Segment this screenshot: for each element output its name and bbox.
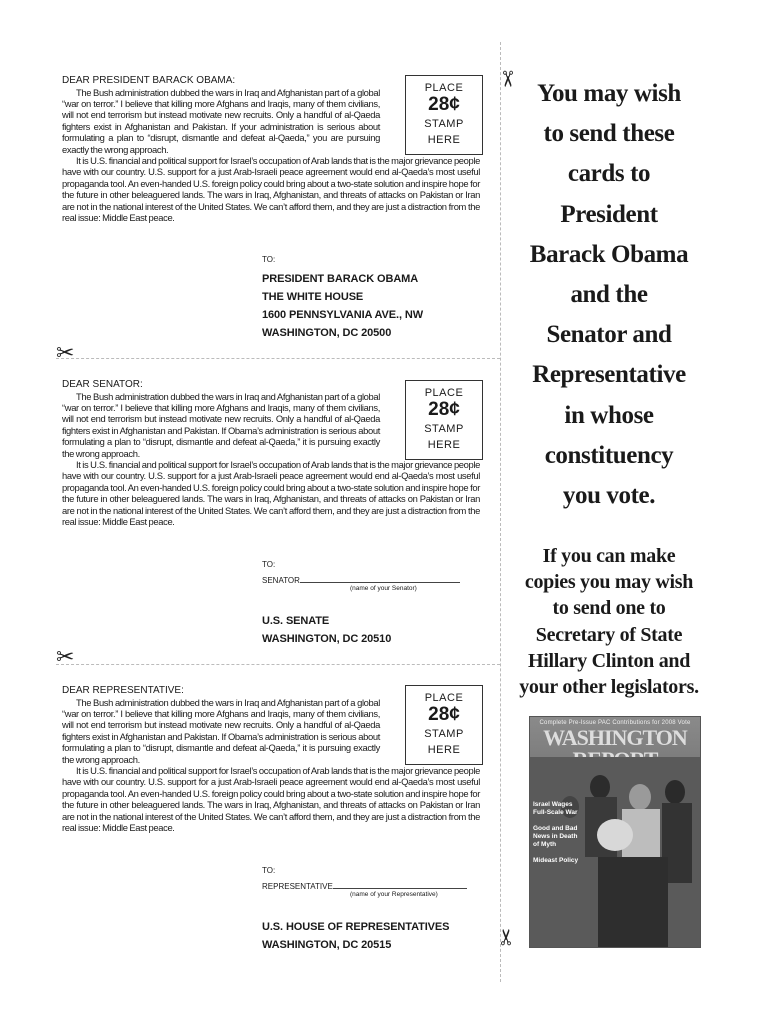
headline-line: Barack Obama <box>529 240 689 268</box>
address-line: U.S. HOUSE OF REPRESENTATIVES <box>262 921 450 933</box>
to-label: TO: <box>262 866 276 875</box>
address-line: U.S. SENATE <box>262 615 330 627</box>
letter-paragraph-2: It is U.S. financial and political support for Israel’s occupation of Arab lands that is the major grievance people have with our country. U.S. support for a just Arab-Israeli peace agreement would end al-Qaeda’s most useful propaganda tool. An even-handed U.S. foreign policy could bring about a two-state solution and inspire hope for the future in other beleaguered lands. The wars in Iraq, Afghanistan, and threats of attacks on Pakistan or Iran are not in the national interest of the United States. We can’t afford them, and they are just a distraction from the real issue: Middle East peace. <box>62 459 480 528</box>
headline-line: you vote. <box>562 482 656 510</box>
fill-note: (name of your Senator) <box>350 585 417 592</box>
sidebar-headline <box>505 74 713 516</box>
subtext-line: to send one to <box>552 597 666 620</box>
address-line: THE WHITE HOUSE <box>262 291 364 303</box>
to-label: TO: <box>262 560 276 569</box>
address-line: WASHINGTON, DC 20500 <box>262 327 392 339</box>
stamp-here: HERE <box>427 744 461 756</box>
magazine-blurbs <box>533 801 583 873</box>
letter-paragraph-1: The Bush administration dubbed the wars in Iraq and Afghanistan part of a global “war on terror.” I believe that killing more Afghans and Iraqis, many of them civilians, will not end terrorism but instead motivate new recruits. Only a handful of al-Qaeda fighters exist in Afghanistan and Pakistan. If Obama’s administration is serious about formulating a plan to “disrupt, dismantle and defeat al-Qaeda,” it is pursuing exactly the wrong approach. <box>62 696 380 765</box>
salutation: DEAR PRESIDENT BARACK OBAMA: <box>62 75 236 86</box>
to-label: TO: <box>262 255 276 264</box>
headline-line: cards to <box>567 160 651 188</box>
letter-paragraph-2: It is U.S. financial and political support for Israel’s occupation of Arab lands that is the major grievance people have with our country. U.S. support for a just Arab-Israeli peace agreement would end al-Qaeda’s most useful propaganda tool. An even-handed U.S. foreign policy could bring about a two-state solution and inspire hope for the future in other beleaguered lands. The wars in Iraq, Afghanistan, and threats of attacks on Pakistan or Iran are not in the national interest of the United States. We can’t afford them, and they are just a distraction from the real issue: Middle East peace. <box>62 155 480 224</box>
stamp-stamp: STAMP <box>424 728 464 740</box>
stamp-stamp: STAMP <box>424 423 464 435</box>
senator-name-line[interactable] <box>262 575 460 585</box>
magazine-top-line: Complete Pre-Issue PAC Contributions for 2008 Vote <box>539 720 691 726</box>
headline-line: Representative <box>532 361 686 389</box>
magazine-blurb: Mideast Policy <box>533 857 579 864</box>
stamp-price: 28¢ <box>428 399 460 420</box>
headline-line: to send these <box>543 120 675 148</box>
stamp-here: HERE <box>427 134 461 146</box>
subtext-line: Secretary of State <box>535 623 683 646</box>
letter-paragraph-1: The Bush administration dubbed the wars in Iraq and Afghanistan part of a global “war on terror.” I believe that killing more Afghans and Iraqis, many of them civilians, will not end terrorism but instead motivate new recruits. Only a handful of al-Qaeda fighters exist in Afghanistan and Pakistan. If Obama’s administration is serious about formulating a plan to “disrupt, dismantle and defeat al-Qaeda,” it is pursuing exactly the wrong approach. <box>62 390 380 459</box>
stamp-stamp: STAMP <box>424 118 464 130</box>
headline-line: You may wish <box>537 80 681 107</box>
address-line: WASHINGTON, DC 20515 <box>262 939 392 951</box>
stamp-price: 28¢ <box>428 704 460 725</box>
scissors-icon: ✂ <box>56 644 75 669</box>
headline-line: in whose <box>564 401 654 429</box>
fill-label: SENATOR <box>262 576 300 585</box>
letter-paragraph-1: The Bush administration dubbed the wars in Iraq and Afghanistan part of a global “war on terror.” I believe that killing more Afghans and Iraqis, many of them civilians, will not end terrorism but instead motivate new recruits. Only a handful of al-Qaeda fighters exist in Afghanistan and Pakistan. If your administration is serious about formulating a plan to “disrupt, dismantle and defeat al-Qaeda,” you are pursuing exactly the wrong approach. <box>62 86 380 155</box>
magazine-title: WASHINGTON <box>543 725 687 750</box>
vertical-cut-line <box>500 42 501 982</box>
headline-line: and the <box>570 281 648 309</box>
salutation: DEAR SENATOR: <box>62 379 143 390</box>
horizontal-cut-line <box>56 358 500 359</box>
headline-line: Senator and <box>546 321 672 349</box>
stamp-box <box>405 380 483 460</box>
subtext-line: If you can make <box>542 545 676 567</box>
horizontal-cut-line <box>56 664 500 665</box>
address-line: 1600 PENNSYLVANIA AVE., NW <box>262 309 424 321</box>
magazine-cover-image <box>529 716 701 948</box>
fill-label: REPRESENTATIVE <box>262 882 333 891</box>
stamp-box <box>405 685 483 765</box>
sidebar-subtext <box>505 543 713 700</box>
stamp-place: PLACE <box>424 82 464 94</box>
magazine-blurb: Israel Wages Full-Scale War <box>533 801 578 816</box>
magazine-blurb: Good and Bad News in Death of Myth <box>533 825 578 848</box>
headline-line: constituency <box>544 441 674 469</box>
stamp-place: PLACE <box>424 387 464 399</box>
scissors-icon: ✂ <box>494 927 520 947</box>
address-line: PRESIDENT BARACK OBAMA <box>262 273 419 285</box>
stamp-here: HERE <box>427 439 461 451</box>
stamp-place: PLACE <box>424 692 464 704</box>
scissors-icon: ✂ <box>495 69 521 89</box>
headline-line: President <box>560 200 658 228</box>
address-block <box>262 866 467 954</box>
scissors-icon: ✂ <box>56 340 75 365</box>
address-block <box>262 560 460 648</box>
subtext-line: Hillary Clinton and <box>527 649 691 672</box>
subtext-line: copies you may wish <box>524 571 694 594</box>
subtext-line: your other legislators. <box>519 676 699 699</box>
address-block <box>262 255 423 342</box>
address-line: WASHINGTON, DC 20510 <box>262 633 392 645</box>
stamp-box <box>405 75 483 155</box>
letter-paragraph-2: It is U.S. financial and political support for Israel’s occupation of Arab lands that is the major grievance people have with our country. U.S. support for a just Arab-Israeli peace agreement would end al-Qaeda’s most useful propaganda tool. An even-handed U.S. foreign policy could bring about a two-state solution and inspire hope for the future in other beleaguered lands. The wars in Iraq, Afghanistan, and threats of attacks on Pakistan or Iran are not in the national interest of the United States. We can’t afford them, and they are just a distraction from the real issue: Middle East peace. <box>62 765 480 834</box>
stamp-price: 28¢ <box>428 94 460 115</box>
salutation: DEAR REPRESENTATIVE: <box>62 685 184 696</box>
fill-note: (name of your Representative) <box>350 891 438 898</box>
representative-name-line[interactable] <box>262 881 467 891</box>
